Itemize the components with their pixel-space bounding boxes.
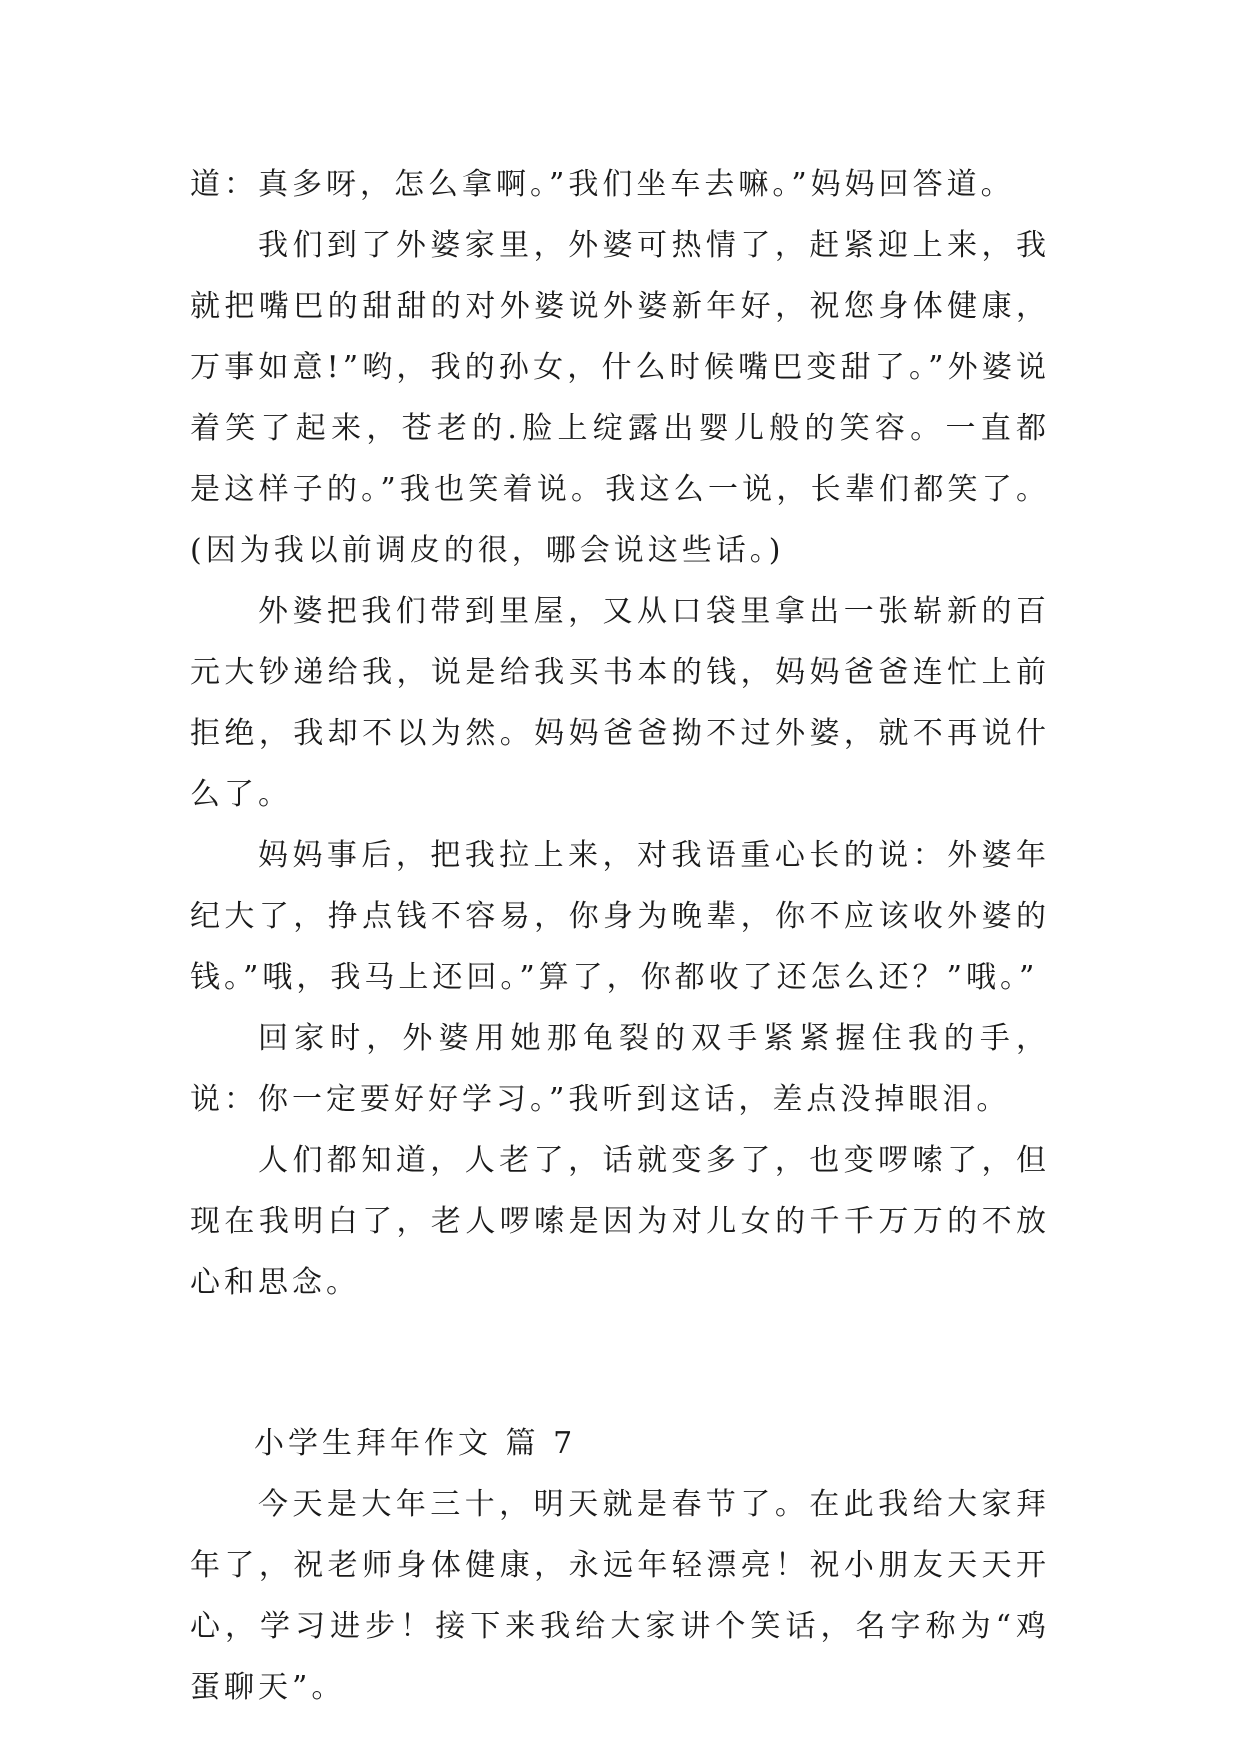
section-title: 小学生拜年作文 篇 7 [254, 1426, 577, 1461]
document-body [190, 154, 1050, 1718]
section-spacer [190, 1313, 1050, 1413]
paragraph-7: 今天是大年三十，明天就是春节了。在此我给大家拜年了，祝老师身体健康，永远年轻漂亮！祝小朋友天天开心，学习进步！接下来我给大家讲个笑话，名字称为“鸡蛋聊天”。 [190, 1487, 1050, 1705]
paragraph-6: 人们都知道，人老了，话就变多了，也变啰嗦了，但现在我明白了，老人啰嗦是因为对儿女的千千万万的不放心和思念。 [190, 1143, 1050, 1300]
paragraph-2: 我们到了外婆家里，外婆可热情了，赶紧迎上来，我就把嘴巴的甜甜的对外婆说外婆新年好，祝您身体健康，万事如意!”哟，我的孙女，什么时候嘴巴变甜了。”外婆说着笑了起来，苍老的.脸上绽露出婴儿般的笑容。一直都是这样子的。”我也笑着说。我这么一说，长辈们都笑了。(因为我以前调皮的很，哪会说这些话。) [190, 228, 1050, 568]
paragraph-3: 外婆把我们带到里屋，又从口袋里拿出一张崭新的百元大钞递给我，说是给我买书本的钱，妈妈爸爸连忙上前拒绝，我却不以为然。妈妈爸爸拗不过外婆，就不再说什么了。 [190, 594, 1050, 812]
paragraph-4: 妈妈事后，把我拉上来，对我语重心长的说：外婆年纪大了，挣点钱不容易，你身为晚辈，你不应该收外婆的钱。”哦，我马上还回。”算了，你都收了还怎么还？”哦。” [190, 838, 1050, 995]
paragraph-1: 道：真多呀，怎么拿啊。”我们坐车去嘛。”妈妈回答道。 [190, 167, 1015, 202]
paragraph-5: 回家时，外婆用她那龟裂的双手紧紧握住我的手，说：你一定要好好学习。”我听到这话，差点没掉眼泪。 [190, 1021, 1050, 1117]
